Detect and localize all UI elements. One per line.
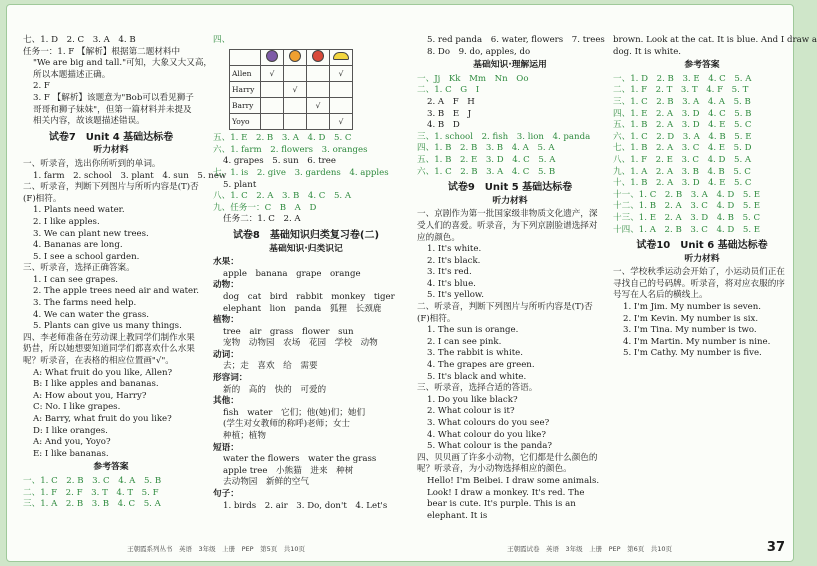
text-line: "We are big and tall."可知，大象又大又高， [33, 58, 213, 69]
text-line: 3. F 【解析】该题意为"Bob可以看见狮子 [33, 92, 194, 103]
question-heading: 三、听录音，选择正确答案。 [23, 263, 135, 274]
answer-line: 五、1. E 2. B 3. A 4. D 5. C [213, 133, 352, 144]
answer-line: 六、1. C 2. D 3. A 4. B 5. E [613, 131, 752, 142]
text-line: 1. It's white. [427, 244, 482, 255]
table-cell [261, 114, 284, 130]
answer-line: 七、1. is 2. give 3. gardens 4. apples [213, 167, 389, 178]
fruit-table [229, 49, 353, 131]
answer-line: 三、1. A 2. B 3. B 4. C 5. A [23, 499, 161, 510]
vocab-line: (学生对女教师的称呼)老师；女士 [223, 419, 351, 430]
orange-icon [284, 49, 307, 66]
text-line: A: What fruit do you like, Allen? [33, 367, 173, 378]
answer-line: 八、1. C 2. A 3. B 4. C 5. A [213, 191, 352, 202]
text-line: 2. What colour is it? [427, 406, 515, 417]
answer-line: 十三、1. E 2. A 3. D 4. B 5. C [613, 212, 761, 223]
table-name: Allen [230, 66, 261, 82]
text-line: 4. Bananas are long. [33, 240, 123, 251]
text-line: 4. We can water the grass. [33, 309, 150, 320]
table-cell [330, 82, 353, 98]
footer-right: 王朝霞试卷 英语 3年级 上册 PEP 第6页 共10页 [507, 545, 672, 553]
table-cell [307, 114, 330, 130]
table-cell [284, 114, 307, 130]
grape-icon [261, 49, 284, 66]
answer-line: 六、1. farm 2. flowers 3. oranges [213, 144, 368, 155]
table-cell [307, 66, 330, 82]
text-line: 2. It's black. [427, 255, 481, 266]
table-cell [261, 98, 284, 114]
text-line: E: I like bananas. [33, 448, 109, 459]
text-line: 2. I can see pink. [427, 336, 502, 347]
text-line: 4. It's blue. [427, 278, 476, 289]
answer-line: 三、1. school 2. fish 3. lion 4. panda [417, 131, 591, 142]
text-line: 5. I'm Cathy. My number is five. [623, 348, 762, 359]
answer-line: 4. grapes 5. sun 6. tree [223, 156, 336, 167]
exam-title: 试卷8 基础知识归类复习卷(二) [232, 229, 380, 241]
table-cell: √ [261, 66, 284, 82]
answer-line: 九、1. A 2. A 3. B 4. B 5. C [613, 166, 751, 177]
text-line: 1. farm 2. school 3. plant 4. sun 5. new [33, 170, 227, 181]
vocab-line: water the flowers water the grass [223, 454, 377, 465]
section-heading: 参考答案 [684, 60, 720, 71]
vocab-line: 植物： [213, 315, 239, 326]
vocab-line: 种植；植物 [223, 431, 266, 442]
answer-line: 五、1. B 2. A 3. D 4. E 5. C [613, 120, 752, 131]
text-line: A: And you, Yoyo? [33, 437, 111, 448]
text-line: 3. I'm Tina. My number is two. [623, 325, 757, 336]
vocab-line: elephant lion panda 狐狸 长颈鹿 [223, 303, 382, 314]
text-line: C: No. I like grapes. [33, 402, 121, 413]
text-line: D: I like oranges. [33, 425, 108, 436]
vocab-line: dog cat bird rabbit monkey tiger [223, 291, 395, 302]
answer-line: 二、1. C G I [417, 85, 480, 96]
text-line: 1. I can see grapes. [33, 274, 119, 285]
text-line: 1. Plants need water. [33, 205, 125, 216]
exam-title: 试卷10 Unit 6 基础达标卷 [636, 240, 768, 252]
text-line: 5. What colour is the panda? [427, 441, 552, 452]
vocab-line: 动词： [213, 349, 239, 360]
text-line: A: How about you, Harry? [33, 390, 147, 401]
table-cell [307, 82, 330, 98]
text-line: 3. We can plant new trees. [33, 228, 149, 239]
table-name: Barry [230, 98, 261, 114]
answer-line: 六、1. C 2. B 3. A 4. C 5. B [417, 166, 556, 177]
text-line: 2. F [33, 81, 50, 92]
text-line: 4. I'm Martin. My number is nine. [623, 336, 771, 347]
text-line: 5. red panda 6. water, flowers 7. trees [427, 35, 605, 45]
text-line: 哥哥和狮子妹妹"，但第一篇材料并未提及 [33, 104, 192, 115]
table-name: Yoyo [230, 114, 261, 130]
table-corner [230, 49, 261, 66]
text-line: brown. Look at the cat. It is blue. And I draw a [613, 35, 817, 45]
table-label: 四、 [213, 35, 231, 45]
answer-line: 2. A F H [427, 96, 475, 107]
table-cell: √ [284, 82, 307, 98]
text-line: 5. It's black and white. [427, 371, 527, 382]
text-line: 所以本题描述正确。 [33, 69, 111, 80]
answer-line: 八、1. F 2. E 3. C 4. D 5. A [613, 154, 752, 165]
banana-icon [330, 49, 353, 66]
vocab-line: 其他： [213, 396, 239, 407]
text-line: dog. It is white. [613, 46, 682, 57]
question-heading: 二、听录音，判断下列图片与所听内容是(T)否(F)相符。 [417, 302, 593, 324]
answer-line: 九、任务一：C B A D [213, 202, 317, 213]
vocab-line: apple tree 小熊猫 进来 种树 [223, 465, 354, 476]
text-line: 3. The rabbit is white. [427, 348, 523, 359]
question-heading: 一、听录音，选出你所听到的单词。 [23, 158, 161, 169]
question-heading: 一、京剧作为第一批国家级非物质文化遗产，深受人们的喜爱。听录音，为下列京剧脸谱选择对应的颜色。 [417, 209, 598, 243]
column-2 [213, 35, 399, 512]
answer-sheet [6, 4, 817, 562]
vocab-line: tree air grass flower sun [223, 326, 354, 337]
vocab-line: 形容词： [213, 373, 248, 384]
text-line: 5. I see a school garden. [33, 251, 140, 262]
vocab-line: 宠物 动物园 农场 花园 学校 动物 [223, 338, 378, 349]
question-heading: 三、听录音，选择合适的答语。 [417, 383, 538, 394]
vocab-line: 句子： [213, 489, 239, 499]
question-heading: 二、听录音，判断下列图片与所听内容是(T)否(F)相符。 [23, 182, 199, 204]
answer-line: 5. plant [223, 179, 257, 190]
answer-line: 五、1. B 2. E 3. D 4. C 5. A [417, 154, 556, 165]
text-line: A: Barry, what fruit do you like? [33, 414, 172, 424]
footer-left: 王朝霞系列丛书 英语 3年级 上册 PEP 第5页 共10页 [127, 545, 305, 553]
table-cell: √ [330, 114, 353, 130]
section-heading: 听力材料 [93, 145, 129, 156]
answer-line: 一、1. D 2. B 3. E 4. C 5. A [613, 73, 752, 84]
answer-line: 十、1. B 2. A 3. D 4. E 5. C [613, 178, 752, 189]
answer-line: 四、1. B 2. B 3. B 4. A 5. A [417, 143, 555, 154]
answer-line: 二、1. F 2. F 3. T 4. T 5. F [23, 487, 159, 498]
answer-line: 二、1. F 2. T 3. T 4. F 5. T [613, 85, 749, 96]
table-cell: √ [330, 66, 353, 82]
exam-title: 试卷7 Unit 4 基础达标卷 [48, 131, 174, 143]
column-4 [613, 35, 817, 360]
text-line: 相关内容，故该题描述错误。 [33, 116, 145, 127]
exam-title: 试卷9 Unit 5 基础达标卷 [447, 182, 573, 194]
text-line: 2. The apple trees need air and water. [33, 286, 200, 297]
section-heading: 基础知识·理解运用 [473, 60, 547, 71]
answer-line: 十一、1. C 2. B 3. A 4. D 5. E [613, 189, 761, 200]
page-number: 37 [766, 540, 785, 555]
text-line: 1. The sun is orange. [427, 325, 519, 336]
vocab-line: apple banana grape orange [223, 268, 361, 279]
vocab-line: 去；走 喜欢 给 需要 [223, 361, 318, 372]
column-3 [417, 35, 603, 522]
answer-line: 七、1. B 2. A 3. C 4. E 5. D [613, 143, 752, 154]
question-heading: 四、李老师准备在劳动课上教同学们制作水果奶昔，所以她想要知道同学们都喜欢什么水果呢？听录音，在表格的相应位置画"√"。 [23, 332, 195, 367]
text-line: 4. The grapes are green. [427, 360, 535, 371]
vocab-line: 水果： [213, 257, 239, 268]
answer-line: 十四、1. A 2. B 3. C 4. D 5. E [613, 224, 761, 235]
table-cell [330, 98, 353, 114]
text-line: 3. The farms need help. [33, 298, 137, 309]
vocab-line: 新的 高的 快的 可爱的 [223, 384, 327, 395]
vocab-line: 短语： [213, 442, 239, 453]
text-line: 1. Do you like black? [427, 394, 518, 405]
passage: Hello! I'm Beibei. I draw some animals. Look! I draw a monkey. It's red. The bear is cute. It's purple. This is an elephant. It is [427, 475, 600, 521]
answer-line: 3. B E J [427, 108, 472, 119]
text-line: 5. It's yellow. [427, 290, 484, 301]
text-line: 3. What colours do you see? [427, 418, 550, 428]
table-cell [284, 66, 307, 82]
answer-line: 四、1. E 2. A 3. D 4. C 5. B [613, 108, 752, 119]
answer-line: 4. B D [427, 120, 460, 131]
answer-line: 三、1. C 2. B 3. A 4. A 5. B [613, 96, 751, 107]
apple-icon [307, 49, 330, 66]
text-line: 任务一：1. F 【解析】根据第二题材料中 [23, 46, 181, 57]
answer-line: 任务二：1. C 2. A [223, 214, 301, 225]
answer-line: 十二、1. B 2. A 3. C 4. D 5. E [613, 201, 761, 212]
text-line: 七、1. D 2. C 3. A 4. B [23, 35, 136, 45]
section-heading: 听力材料 [684, 253, 720, 264]
table-cell [284, 98, 307, 114]
text-line: 5. Plants can give us many things. [33, 321, 182, 332]
section-heading: 听力材料 [492, 195, 528, 206]
table-name: Harry [230, 82, 261, 98]
text-line: B: I like apples and bananas. [33, 379, 159, 390]
question-heading: 四、贝贝画了许多小动物，它们都是什么颜色的呢？听录音，为小动物选择相应的颜色。 [417, 452, 598, 475]
vocab-line: 动物： [213, 280, 239, 291]
text-line: 2. I like apples. [33, 216, 100, 227]
text-line: 3. It's red. [427, 267, 472, 278]
table-cell [261, 82, 284, 98]
text-line: 8. Do 9. do, apples, do [427, 46, 531, 57]
question-heading: 一、学校秋季运动会开始了，小运动员们正在寻找自己的号码牌。听录音，将对应衣服的序号写在人名后的横线上。 [613, 267, 785, 301]
vocab-line: 去动物园 新鲜的空气 [223, 477, 309, 488]
answer-line: 一、Jj Kk Mm Nn Oo [417, 73, 529, 84]
section-heading: 参考答案 [93, 462, 129, 473]
table-cell: √ [307, 98, 330, 114]
section-heading: 基础知识·归类识记 [269, 243, 343, 254]
vocab-line: 1. birds 2. air 3. Do, don't 4. Let's [223, 500, 388, 511]
answer-line: 一、1. C 2. B 3. C 4. A 5. B [23, 475, 162, 486]
text-line: 1. I'm Jim. My number is seven. [623, 302, 761, 313]
text-line: 2. I'm Kevin. My number is six. [623, 313, 759, 324]
vocab-line: fish water 它们；他(她)们；她们 [223, 407, 366, 418]
col1-top [23, 35, 213, 128]
text-line: 4. What colour do you like? [427, 429, 546, 440]
